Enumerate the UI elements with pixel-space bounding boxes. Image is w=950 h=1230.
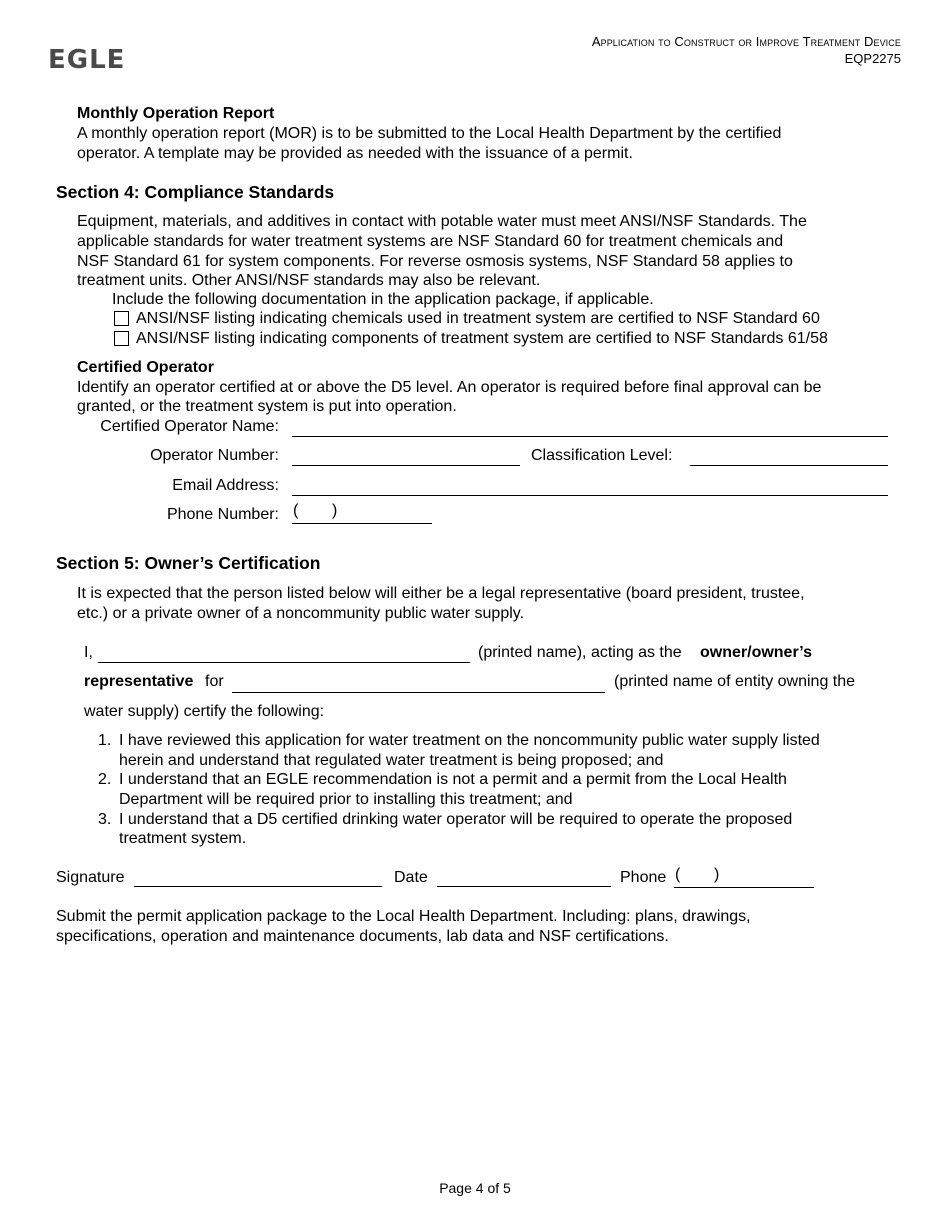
operator-phone-field[interactable] [292,523,432,524]
list-item-text-line-2: Department will be required prior to installing this treatment; and [119,791,573,808]
egle-logo [48,44,128,72]
classification-level-label: Classification Level: [531,447,673,464]
entity-printed-name-field[interactable] [232,692,605,693]
list-item-number: 1. [98,732,112,749]
operator-phone-close-paren: ) [332,502,338,519]
section-4-heading: Section 4: Compliance Standards [56,182,335,202]
nsf60-checkbox[interactable] [114,311,129,326]
representative-bold-text: representative [84,673,194,690]
list-item-number: 2. [98,771,112,788]
operator-number-field[interactable] [292,465,520,466]
operator-number-label: Operator Number: [150,447,279,464]
email-address-field[interactable] [292,495,888,496]
certified-operator-text-line-1: Identify an operator certified at or above the D5 level. An operator is required before final approval can be [77,379,822,396]
operator-name-label: Certified Operator Name: [100,418,279,435]
submit-text-line-1: Submit the permit application package to the Local Health Department. Including: plans, drawings, [56,908,751,925]
list-item-text-line-2: herein and understand that regulated water treatment is being proposed; and [119,752,664,769]
section-4-text-line-4: treatment units. Other ANSI/NSF standards may also be relevant. [77,272,541,289]
list-item-text-line-1: I understand that an EGLE recommendation is not a permit and a permit from the Local Health [119,771,787,788]
section-5-text-line-1: It is expected that the person listed below will either be a legal representative (board president, trustee, [77,585,805,602]
list-item-text-line-2: treatment system. [119,830,247,847]
logo-text: EGLE [48,45,126,72]
section-4-text-line-2: applicable standards for water treatment systems are NSF Standard 60 for treatment chemicals and [77,233,784,250]
include-instructions: Include the following documentation in the application package, if applicable. [112,291,654,308]
certify-following-text: water supply) certify the following: [84,703,325,720]
owner-phone-field[interactable] [674,887,814,888]
owner-phone-close-paren: ) [714,866,720,883]
printed-name-text: (printed name), acting as the [478,644,682,661]
list-item-text-line-1: I have reviewed this application for water treatment on the noncommunity public water supply listed [119,732,820,749]
list-item-number: 3. [98,811,112,828]
email-address-label: Email Address: [172,477,279,494]
submit-text-line-2: specifications, operation and maintenance documents, lab data and NSF certifications. [56,928,669,945]
operator-phone-open-paren: ( [293,502,299,519]
signature-label: Signature [56,869,125,886]
nsf61-58-checkbox-label: ANSI/NSF listing indicating components of treatment system are certified to NSF Standards 61/58 [136,330,828,347]
mor-text-line-1: A monthly operation report (MOR) is to be submitted to the Local Health Department by the certified [77,125,782,142]
for-text: for [205,673,224,690]
date-label: Date [394,869,428,886]
mor-text-line-2: operator. A template may be provided as needed with the issuance of a permit. [77,145,633,162]
owner-phone-label: Phone [620,869,667,886]
date-field[interactable] [437,886,611,887]
certified-operator-text-line-2: granted, or the treatment system is put into operation. [77,398,457,415]
owner-printed-name-field[interactable] [98,662,470,663]
section-5-text-line-2: etc.) or a private owner of a noncommunity public water supply. [77,605,525,622]
section-5-heading: Section 5: Owner’s Certification [56,553,321,573]
page-number: Page 4 of 5 [439,1180,511,1196]
list-item-text-line-1: I understand that a D5 certified drinking water operator will be required to operate the proposed [119,811,793,828]
document-code: EQP2275 [844,51,901,66]
mor-heading: Monthly Operation Report [77,105,275,122]
owner-phone-open-paren: ( [675,866,681,883]
section-4-text-line-1: Equipment, materials, and additives in contact with potable water must meet ANSI/NSF Standards. The [77,213,807,230]
document-title: Application to Construct or Improve Treatment Device [591,34,901,49]
classification-level-field[interactable] [690,465,888,466]
entity-text: (printed name of entity owning the [614,673,856,690]
phone-number-label: Phone Number: [166,506,279,523]
nsf61-58-checkbox[interactable] [114,331,129,346]
section-4-text-line-3: NSF Standard 61 for system components. For reverse osmosis systems, NSF Standard 58 applies to [77,253,793,270]
owner-bold-text: owner/owner’s [700,644,813,661]
nsf60-checkbox-label: ANSI/NSF listing indicating chemicals used in treatment system are certified to NSF Standard 60 [136,310,820,327]
operator-name-field[interactable] [292,436,888,437]
certify-i-text: I, [84,644,93,661]
signature-field[interactable] [134,886,382,887]
certified-operator-heading: Certified Operator [77,359,214,376]
